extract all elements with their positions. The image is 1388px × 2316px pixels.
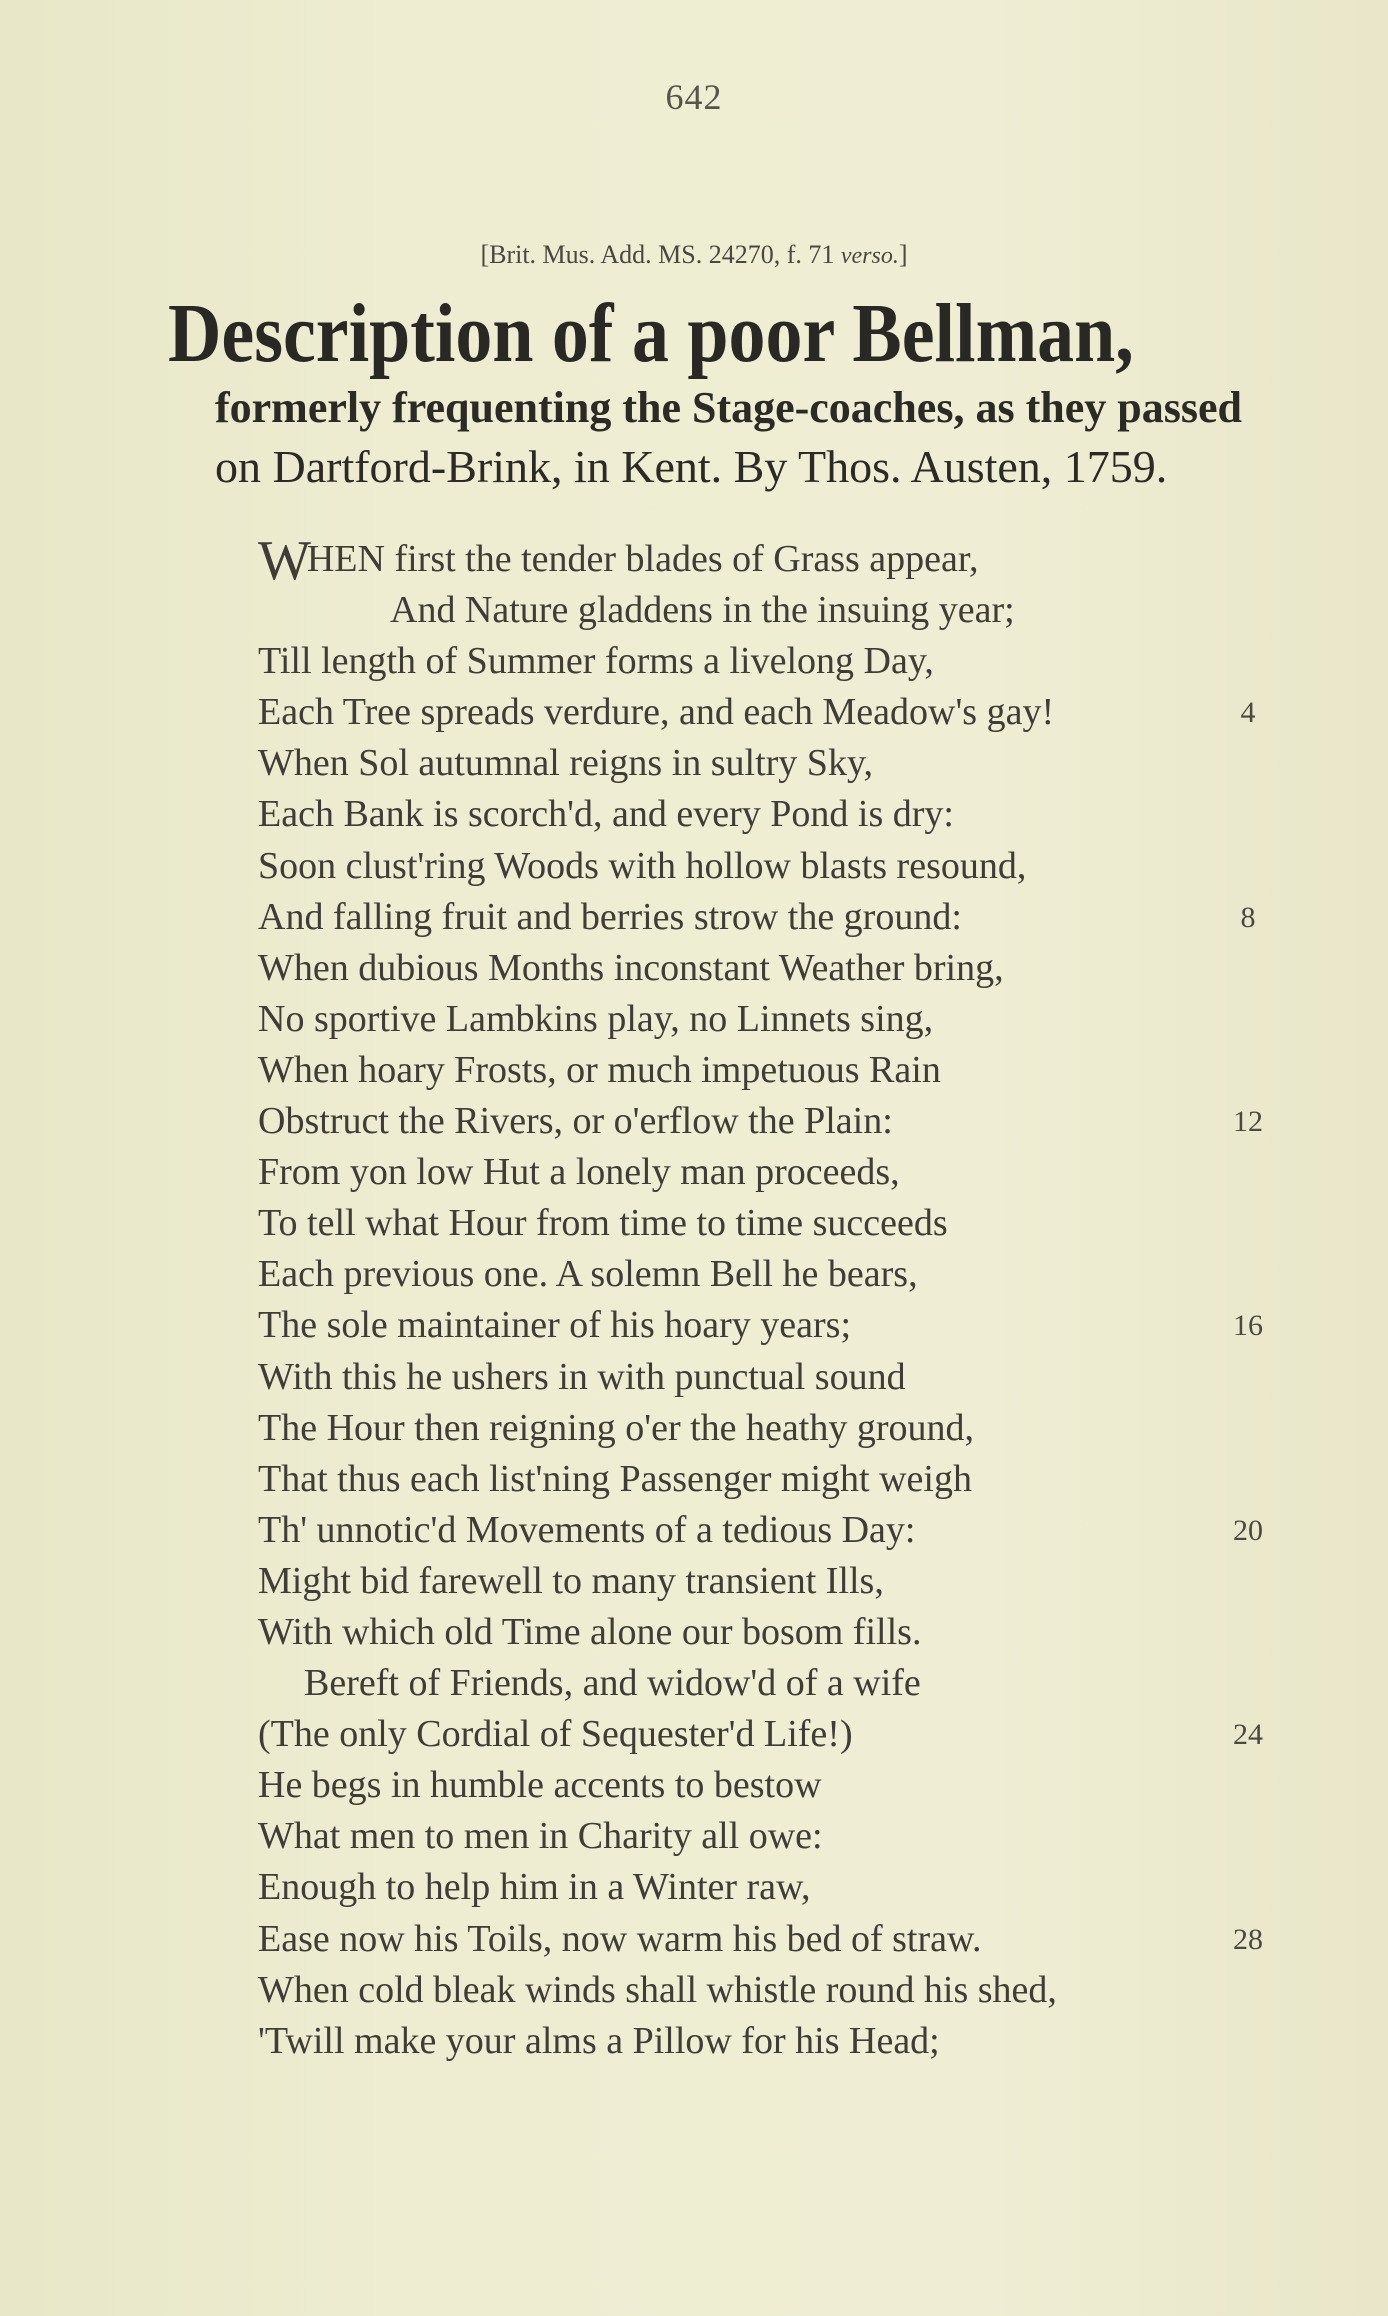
poem-line-text: When hoary Frosts, or much impetuous Rain xyxy=(258,1048,941,1091)
poem-line-text: Ease now his Toils, now warm his bed of straw. xyxy=(258,1917,982,1960)
poem-line-text: When cold bleak winds shall whistle round his shed, xyxy=(258,1968,1057,2011)
poem-line xyxy=(258,1045,1278,1096)
poem-line-text: From yon low Hut a lonely man proceeds, xyxy=(258,1151,900,1194)
poem-line xyxy=(258,687,1278,738)
poem-line xyxy=(258,1556,1278,1607)
poem-line-text: He begs in humble accents to bestow xyxy=(258,1764,822,1807)
poem-line xyxy=(258,841,1278,892)
poem-line xyxy=(258,1096,1278,1147)
poem-line-text: Each Bank is scorch'd, and every Pond is dry: xyxy=(258,793,954,836)
line-number: 28 xyxy=(1233,1922,1263,1956)
line-number: 8 xyxy=(1240,900,1256,934)
poem-line-text: (The only Cordial of Sequester'd Life!) xyxy=(258,1713,853,1756)
poem-line-text: Might bid farewell to many transient Ills, xyxy=(258,1559,884,1602)
line-number: 12 xyxy=(1233,1105,1263,1139)
poem-line xyxy=(258,1607,1278,1658)
poem-subtitle-line-1: formerly frequenting the Stage-coaches, as they passed xyxy=(215,383,1242,432)
poem-line xyxy=(258,1760,1278,1811)
poem-line-text: What men to men in Charity all owe: xyxy=(258,1815,823,1858)
source-italic: verso. xyxy=(840,243,899,269)
source-citation xyxy=(0,240,1388,270)
poem-line xyxy=(258,738,1278,789)
poem-line-text: Each previous one. A solemn Bell he bears, xyxy=(258,1253,918,1296)
poem-line xyxy=(258,1198,1278,1249)
poem-line xyxy=(258,1403,1278,1454)
poem-line-text: When Sol autumnal reigns in sultry Sky, xyxy=(258,742,873,785)
line-number: 20 xyxy=(1233,1513,1263,1547)
poem-line-text: To tell what Hour from time to time succeeds xyxy=(258,1202,948,1245)
poem-line xyxy=(258,1811,1278,1862)
poem-line xyxy=(258,585,1278,636)
poem-body xyxy=(258,530,1278,2067)
drop-cap: W xyxy=(258,530,311,592)
poem-line xyxy=(258,943,1278,994)
poem-line xyxy=(258,530,1278,592)
poem-line-text: Soon clust'ring Woods with hollow blasts resound, xyxy=(258,844,1027,887)
poem-line-text: Enough to help him in a Winter raw, xyxy=(258,1866,811,1909)
line-number: 4 xyxy=(1240,696,1256,730)
poem-line-text: Th' unnotic'd Movements of a tedious Day: xyxy=(258,1508,916,1551)
poem-line-text: That thus each list'ning Passenger might weigh xyxy=(258,1457,972,1500)
poem-line-text: With which old Time alone our bosom fills. xyxy=(258,1610,922,1653)
poem-line-text: HEN first the tender blades of Grass appear, xyxy=(306,538,979,580)
source-text: [Brit. Mus. Add. MS. 24270, f. 71 xyxy=(480,240,841,269)
poem-line xyxy=(258,1352,1278,1403)
poem-line xyxy=(258,1709,1278,1760)
poem-line xyxy=(258,1454,1278,1505)
page-number: 642 xyxy=(665,77,723,117)
poem-line-text: 'Twill make your alms a Pillow for his Head; xyxy=(258,2019,940,2062)
poem-line xyxy=(258,1862,1278,1913)
poem-line-text: Each Tree spreads verdure, and each Meadow's gay! xyxy=(258,691,1055,734)
poem-line xyxy=(258,892,1278,943)
poem-line-text: When dubious Months inconstant Weather bring, xyxy=(258,946,1004,989)
poem-line xyxy=(258,1300,1278,1351)
poem-line-text: Obstruct the Rivers, or o'erflow the Plain: xyxy=(258,1100,893,1143)
poem-title: Description of a poor Bellman, xyxy=(168,287,1134,380)
poem-line xyxy=(258,789,1278,840)
poem-line xyxy=(258,2016,1278,2067)
line-number: 16 xyxy=(1233,1309,1263,1343)
poem-line-text: And falling fruit and berries strow the ground: xyxy=(258,895,962,938)
line-number: 24 xyxy=(1233,1718,1263,1752)
poem-line-text: With this he ushers in with punctual sound xyxy=(258,1355,906,1398)
poem-subtitle-line-2: on Dartford-Brink, in Kent. By Thos. Austen, 1759. xyxy=(215,441,1168,492)
poem-line xyxy=(258,1914,1278,1965)
poem-line-text: No sportive Lambkins play, no Linnets sing, xyxy=(258,997,934,1040)
poem-line xyxy=(258,1965,1278,2016)
poem-line xyxy=(258,1505,1278,1556)
poem-line xyxy=(258,1147,1278,1198)
poem-line-text: And Nature gladdens in the insuing year; xyxy=(390,589,1015,632)
poem-line-text: Bereft of Friends, and widow'd of a wife xyxy=(304,1662,921,1705)
poem-line xyxy=(258,1658,1278,1709)
poem-line-text: The Hour then reigning o'er the heathy ground, xyxy=(258,1406,974,1449)
poem-line-text: The sole maintainer of his hoary years; xyxy=(258,1304,852,1347)
poem-line xyxy=(258,994,1278,1045)
poem-line xyxy=(258,1249,1278,1300)
source-close: ] xyxy=(898,240,908,269)
poem-line-text: Till length of Summer forms a livelong Day, xyxy=(258,640,934,683)
poem-line xyxy=(258,636,1278,687)
